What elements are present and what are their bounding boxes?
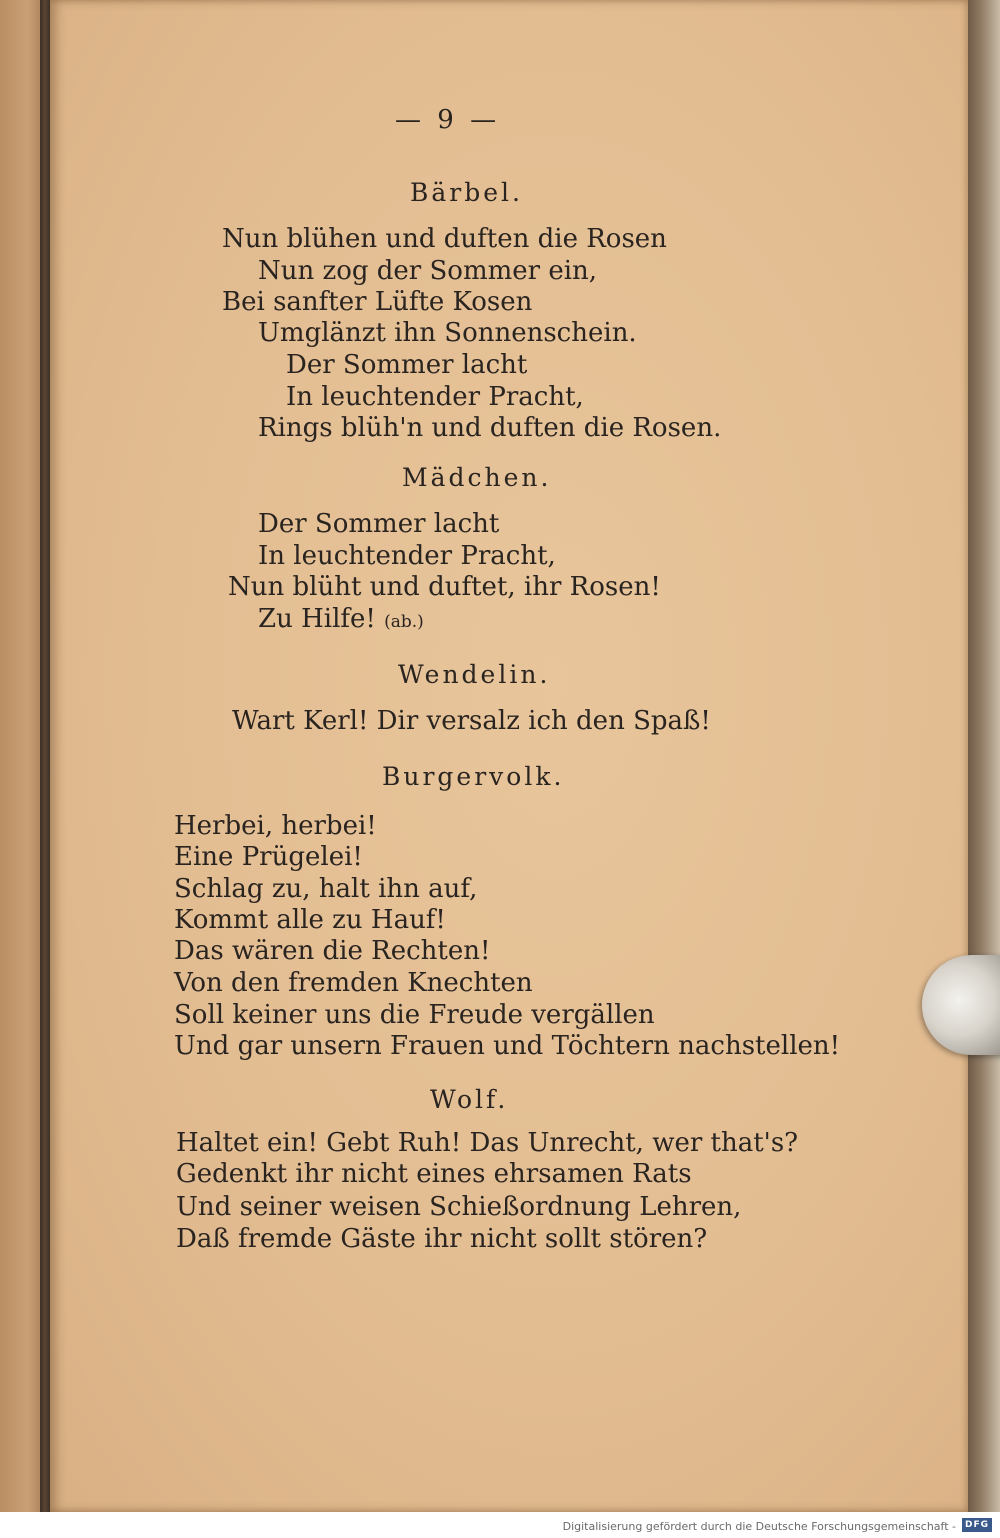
speaker-burgervolk: Burgervolk.	[382, 762, 565, 791]
book-gutter	[40, 0, 50, 1538]
verse-line: Herbei, herbei!	[174, 811, 377, 841]
verse-line: Soll keiner uns die Freude vergällen	[174, 1000, 655, 1030]
verse-line: Gedenkt ihr nicht eines ehrsamen Rats	[176, 1159, 692, 1189]
verse-line: Daß fremde Gäste ihr nicht sollt stören?	[176, 1224, 708, 1254]
verse-line: Zu Hilfe!	[258, 604, 376, 634]
verse-line: Eine Prügelei!	[174, 842, 363, 872]
verse-line: Rings blüh'n und duften die Rosen.	[258, 413, 722, 443]
verse-line: Umglänzt ihn Sonnenschein.	[258, 318, 637, 348]
stage-direction: (ab.)	[384, 612, 424, 632]
verse-line: Schlag zu, halt ihn auf,	[174, 874, 478, 904]
dfg-logo-icon: DFG	[962, 1518, 992, 1532]
verse-line: Der Sommer lacht	[258, 509, 500, 539]
speaker-wolf: Wolf.	[430, 1085, 509, 1114]
verse-line: In leuchtender Pracht,	[286, 382, 584, 412]
verse-line: Nun blühen und duften die Rosen	[222, 224, 667, 254]
verse-line-with-stage	[258, 604, 424, 637]
verse-line: Haltet ein! Gebt Ruh! Das Unrecht, wer that's?	[176, 1128, 799, 1158]
verse-line: Wart Kerl! Dir versalz ich den Spaß!	[232, 706, 711, 736]
page-right-edge	[968, 0, 1000, 1512]
verse-line: Kommt alle zu Hauf!	[174, 905, 446, 935]
page-number: — 9 —	[395, 105, 501, 135]
speaker-baerbel: Bärbel.	[410, 178, 523, 207]
verse-line: Nun zog der Sommer ein,	[258, 256, 598, 286]
verse-line: Und seiner weisen Schießordnung Lehren,	[176, 1192, 742, 1222]
verse-line: Von den fremden Knechten	[174, 968, 533, 998]
speaker-maedchen: Mädchen.	[402, 463, 552, 492]
verse-line: Der Sommer lacht	[286, 350, 528, 380]
verse-line: Und gar unsern Frauen und Töchtern nachstellen!	[174, 1031, 841, 1061]
verse-line: Das wären die Rechten!	[174, 936, 491, 966]
verse-line: Nun blüht und duftet, ihr Rosen!	[228, 572, 661, 602]
verse-line: In leuchtender Pracht,	[258, 541, 556, 571]
footer-credit: Digitalisierung gefördert durch die Deutsche Forschungsgemeinschaft -	[562, 1520, 956, 1533]
speaker-wendelin: Wendelin.	[398, 660, 551, 689]
verse-line: Bei sanfter Lüfte Kosen	[222, 287, 533, 317]
